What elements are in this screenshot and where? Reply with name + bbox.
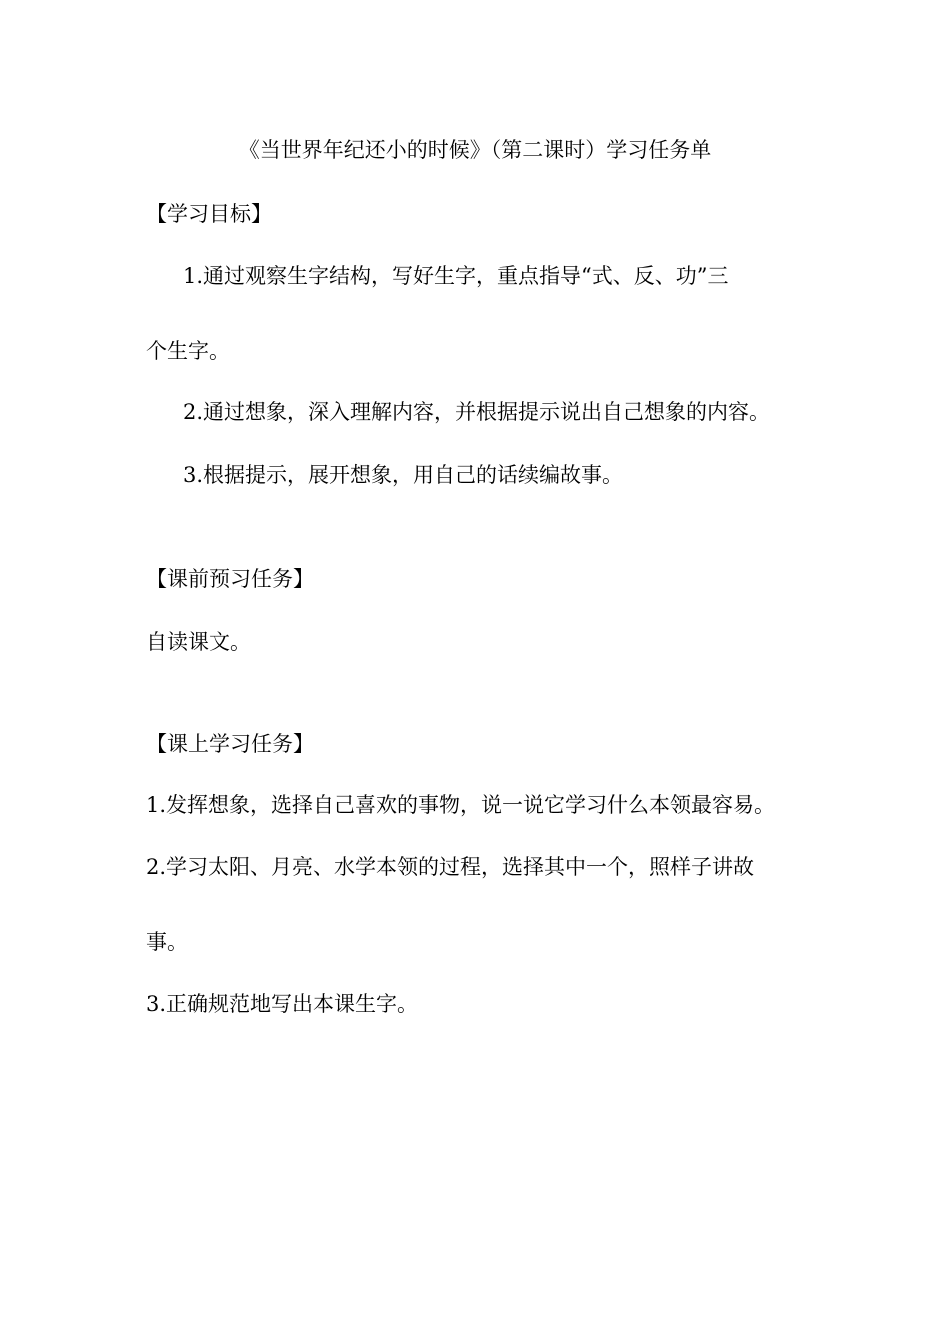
- goals-heading: 【学习目标】: [146, 202, 272, 226]
- page-title: 《当世界年纪还小的时候》（第二课时）学习任务单: [238, 138, 712, 162]
- goal-item-2: 2.通过想象，深入理解内容，并根据提示说出自己想象的内容。: [183, 400, 771, 424]
- inclass-item-2-line-2: 事。: [146, 930, 188, 954]
- preview-heading: 【课前预习任务】: [146, 567, 314, 591]
- inclass-item-2-line-1: 2.学习太阳、月亮、水学本领的过程，选择其中一个，照样子讲故: [146, 855, 755, 879]
- goal-item-3: 3.根据提示，展开想象，用自己的话续编故事。: [183, 463, 624, 487]
- inclass-heading: 【课上学习任务】: [146, 732, 314, 756]
- inclass-item-3: 3.正确规范地写出本课生字。: [146, 992, 419, 1016]
- goal-item-1-line-2: 个生字。: [146, 339, 230, 363]
- goal-item-1-line-1: 1.通过观察生字结构，写好生字，重点指导“式、反、功”三: [183, 264, 729, 288]
- inclass-item-1: 1.发挥想象，选择自己喜欢的事物，说一说它学习什么本领最容易。: [146, 793, 776, 817]
- preview-item: 自读课文。: [146, 630, 251, 654]
